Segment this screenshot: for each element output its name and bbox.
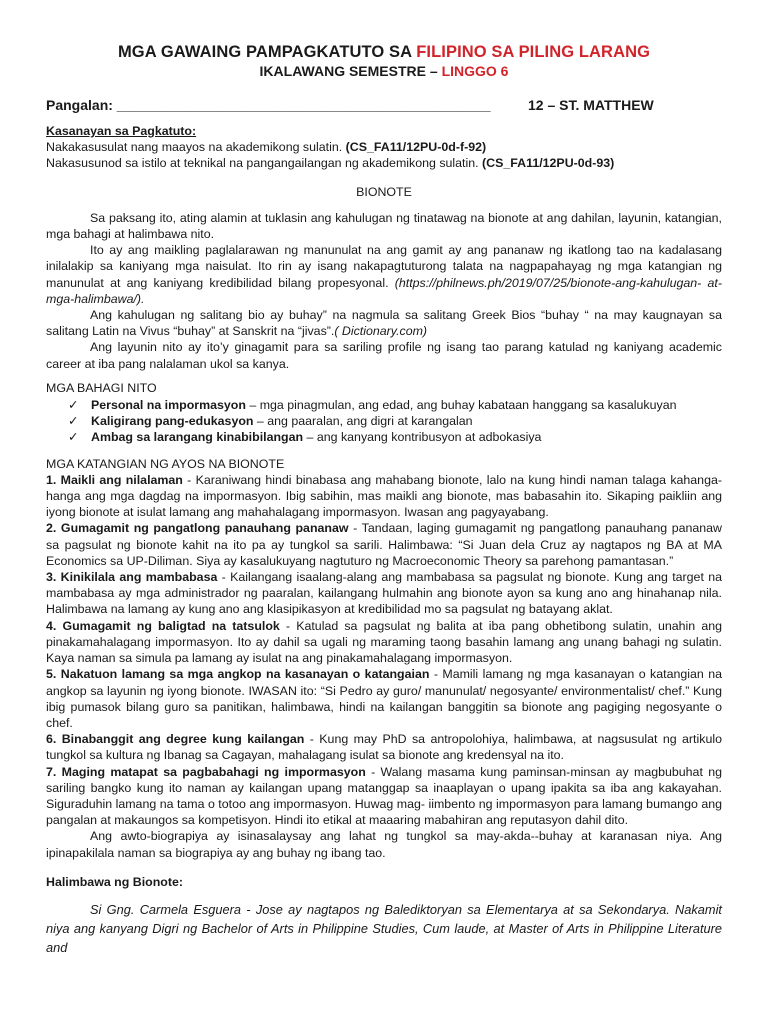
checkmark-icon: ✓ <box>68 430 79 445</box>
trait-term: 3. Kinikilala ang mambabasa <box>46 570 218 585</box>
trait-term: 7. Maging matapat sa pagbabahagi ng impormasyon <box>46 764 366 779</box>
parts-list-item <box>46 413 722 429</box>
section-label: 12 – ST. MATTHEW <box>528 97 654 113</box>
traits-heading: MGA KATANGIAN NG AYOS NA BIONOTE <box>46 456 285 471</box>
trait-desc: - Tandaan, laging gumagamit ng pangatlong panauhang pananaw sa pagsulat ng bionote kahit na ito pa ay tungkol sa sarili. Halimbawa: “Si Juan dela Cruz ay nagtapos ng BA at MA Economics sa UP-Diliman. Siya ay kasalukuyang nagtuturo ng Macroeconomic Theory sa parehong pamantasan.” <box>46 521 722 568</box>
parts-list-item <box>46 397 722 413</box>
worksheet-title <box>46 42 722 62</box>
trait-term: 4. Gumagamit ng baligtad na tatsulok <box>46 618 280 633</box>
part-term: Ambag sa larangang kinabibilangan <box>91 430 304 445</box>
trait-item <box>46 472 722 521</box>
competencies-heading: Kasanayan sa Pagkatuto: <box>46 124 197 138</box>
intro-source-link[interactable]: (https://philnews.ph/2019/07/25/bionote-ang-kahulugan- at-mga-halimbawa/). <box>46 275 722 306</box>
trait-item <box>46 764 722 829</box>
example-paragraph: Si Gng. Carmela Esguera - Jose ay nagtapos ng Balediktoryan sa Elementarya at sa Sekondarya. Nakamit niya ang kanyang Digri ng Bachelor of Arts in Philippine Studies, Cum laude, at Master of Arts in Philippine Literature and <box>46 901 722 955</box>
competency-text: Nakasusunod sa istilo at teknikal na pangangailangan ng akademikong sulatin. <box>46 156 479 171</box>
intro-paragraph-4: Ang layunin nito ay ito’y ginagamit para sa sariling profile ng isang tao parang katulad ng kaniyang academic career at iba pang nalalaman ukol sa kanya. <box>46 340 722 371</box>
student-info-row <box>46 96 722 114</box>
example-heading: Halimbawa ng Bionote: <box>46 874 183 889</box>
trait-desc: - Mamili lamang ng mga kasanayan o katangian na angkop sa layunin ng iyong bionote. IWASAN ito: “Si Pedro ay guro/ manunulat/ negosyante/ environmentalist/ chef.” Kung ibig pumasok bilang guro sa panitikan, halimbawa, hindi na kailangan banggitin sa bionote ang pagiging negosyante o chef. <box>46 667 722 730</box>
part-desc: – mga pinagmulan, ang edad, ang buhay kabataan hanggang sa kasalukuyan <box>245 398 677 413</box>
trait-desc: - Katulad sa pagsulat ng balita at iba pang obhetibong sulatin, unahin ang pinakamahalagang impormasyon. Ito ay dahil sa ugali ng maraming taong basahin lamang ang unang bahagi ng sulatin. Kaya naman sa simula pa lamang ay isulat na ang pinakamahalagang impormasyon. <box>46 618 722 666</box>
checkmark-icon: ✓ <box>68 398 79 413</box>
name-field[interactable]: Pangalan: ________________________________________________ <box>46 97 491 113</box>
parts-list <box>46 397 722 446</box>
part-desc: – ang kanyang kontribusyon at adbokasiya <box>303 430 542 445</box>
competency-text: Nakakasusulat nang maayos na akademikong sulatin. <box>46 140 343 155</box>
competency-item <box>46 139 722 155</box>
subtitle-black: IKALAWANG SEMESTRE – <box>259 63 438 79</box>
worksheet-subtitle <box>46 62 722 80</box>
trait-item <box>46 569 722 618</box>
topic-title: BIONOTE <box>356 184 412 199</box>
part-term: Personal na impormasyon <box>91 398 246 413</box>
intro-paragraph-3-text: Ang kahulugan ng salitang bio ay buhay” na nagmula sa salitang Greek Bios “buhay “ na may kaugnayan sa salitang Latin na Vivus “buhay” at Sanskrit na “jivas”. <box>46 308 722 339</box>
trait-item <box>46 666 722 731</box>
parts-list-item <box>46 429 722 445</box>
competency-code: (CS_FA11/12PU-0d-f-92) <box>345 140 487 155</box>
part-term: Kaligirang pang-edukasyon <box>91 414 254 429</box>
part-desc: – ang paaralan, ang digri at karangalan <box>253 414 473 429</box>
trait-term: 2. Gumagamit ng pangatlong panauhang pananaw <box>46 521 349 536</box>
intro-paragraph-3 <box>46 307 722 339</box>
competency-code: (CS_FA11/12PU-0d-93) <box>482 156 615 171</box>
title-red: FILIPINO SA PILING LARANG <box>416 43 651 61</box>
title-black: MGA GAWAING PAMPAGKATUTO SA <box>117 43 412 61</box>
trait-desc: - Kailangang isaalang-alang ang mambabasa sa pagsulat ng bionote. Kung ang target na mambabasa ay mga administrador ng paaralan, kailangang hulmahin ang bionote ayon sa kung ano ang hinahanap nila. Halimbawa na lamang ay kung ano ang klasipikasyon at kredibilidad mo sa pagsulat ng batayang aklat. <box>46 570 722 617</box>
intro-paragraph-2-text: Ito ay ang maikling paglalarawan ng manunulat na ang gamit ay ang pananaw ng ikatlong tao na kadalasang inilalakip sa kaniyang mga naisulat. Ito rin ay isang nakapagtuturong talata na nagpapahayag ng mga katangian ng manunulat at ang kaniyang kredibilidad bilang propesyonal. <box>46 243 722 290</box>
trait-term: 1. Maikli ang nilalaman <box>46 472 183 487</box>
intro-source-dictionary: ( Dictionary.com) <box>334 324 428 339</box>
parts-heading: MGA BAHAGI NITO <box>46 380 157 395</box>
trait-item <box>46 618 722 667</box>
intro-paragraph-1: Sa paksang ito, ating alamin at tuklasin ang kahulugan ng tinatawag na bionote at ang dahilan, layunin, katangian, mga bahagi at halimbawa nito. <box>46 210 722 242</box>
trait-desc: - Karaniwang hindi binabasa ang mahabang bionote, lalo na kung hindi naman talaga kahanga-hanga ang mga dagdag na impormasyon. Ibig sabihin, mas maikli ang bionote, mas babasahin ito. Sikaping paikliin ang iyong bionote at isulat lamang ang mahahalagang impormasyon. Iwasan ang pagyayabang. <box>46 472 722 520</box>
trait-desc: - Walang masama kung paminsan-minsan ay magbubuhat ng sariling bangko kung ito naman ay kailangan upang matanggap sa inaaplayan o upang ipakita sa iba ang kakayahan. Siguraduhin lamang na tama o totoo ang impormasyon. Huwag mag- iimbento ng impormasyon para lamang bumango ang pangalan at makaungos sa kompetisyon. Hindi ito etikal at maaaring mabahiran ang reputasyon dahil dito. <box>46 764 722 828</box>
traits-closing-paragraph: Ang awto-biograpiya ay isinasalaysay ang lahat ng tungkol sa may-akda--buhay at karanasan niya. Ang ipinapakilala naman sa biograpiya ay ang buhay ng ibang tao. <box>46 829 722 860</box>
trait-term: 5. Nakatuon lamang sa mga angkop na kasanayan o katangaian <box>46 667 430 682</box>
trait-item <box>46 520 722 569</box>
subtitle-red: LINGGO 6 <box>441 63 509 79</box>
checkmark-icon: ✓ <box>68 414 79 429</box>
intro-paragraph-2 <box>46 242 722 307</box>
trait-term: 6. Binabanggit ang degree kung kailangan <box>46 732 305 747</box>
competency-item <box>46 155 722 171</box>
trait-item <box>46 731 722 763</box>
trait-desc: - Kung may PhD sa antropolohiya, halimbawa, at nagsusulat ng artikulo tungkol sa kultura ng Ibanag sa Cagayan, mahalagang isulat sa bionote ang kredensyal na ito. <box>46 732 722 763</box>
